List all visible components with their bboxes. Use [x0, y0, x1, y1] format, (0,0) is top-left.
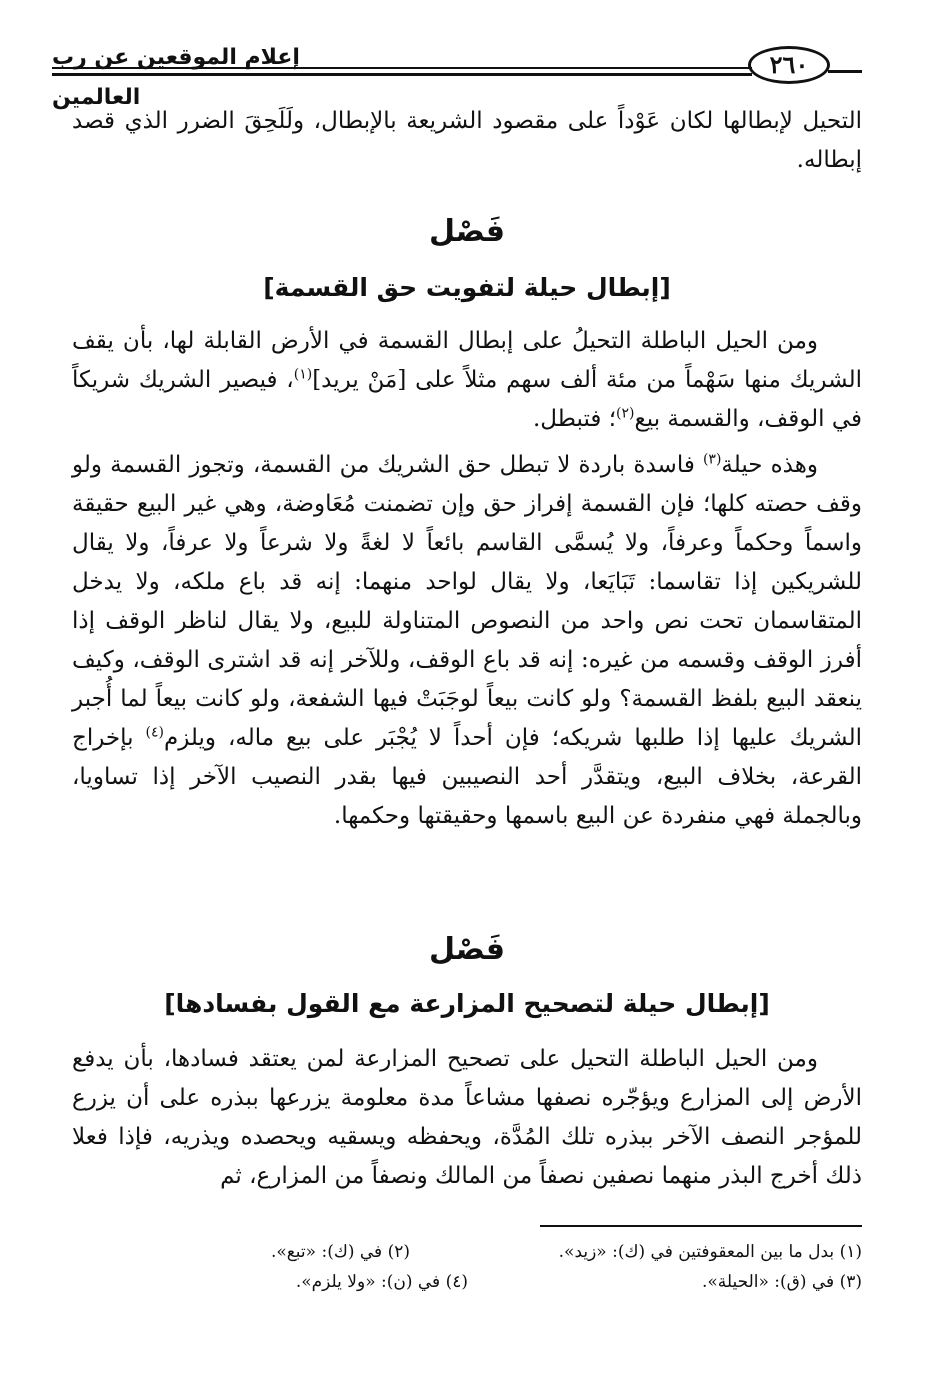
- paragraph-3: ومن الحيل الباطلة التحيل على تصحيح المزارعة لمن يعتقد فسادها، بأن يدفع الأرض إلى المزارع ويؤجّره نصفها مشاعاً مدة معلومة يزرعها ببذره على أن يزرع للمؤجر النصف الآخر ببذره تلك المُدَّة، ويحفظه ويسقيه ويحصده ويذريه، فإذا فعلا ذلك أخرج البذر منهما نصفين نصفاً من المالك ونصفاً من المزارع، ثم: [72, 1046, 862, 1189]
- footnote-separator: [540, 1225, 862, 1227]
- footnote-ref-4: (٤): [145, 724, 164, 741]
- paragraph-1-text-c: ؛ فتبطل.: [532, 406, 617, 432]
- book-title: إعلام الموقعين عن رب العالمين: [52, 45, 300, 110]
- header-rule-right: [828, 70, 862, 73]
- footnote-1: (١) بدل ما بين المعقوفتين في (ك): «زيد».: [558, 1242, 862, 1262]
- footnote-4: (٤) في (ن): «ولا يلزم».: [295, 1272, 468, 1292]
- paragraph-2-text-b: فاسدة باردة لا تبطل حق الشريك من القسمة، وتجوز القسمة ولو وقف حصته كلها؛ فإن القسمة إفراز حق وإن تضمنت مُعَاوضة، وهي غير البيع حقيقة واسماً وحكماً وعرفاً، ولا يُسمَّى القاسم بائعاً لا لغةً ولا شرعاً ولا عرفاً، ولا يقال للشريكين إذا تقاسما: تَبَايَعا، ولا يقال لواحد منهما: إنه قد باع ملكه، ولا يدخل المتقاسمان تحت نص واحد من النصوص المتناولة للبيع، ولا يقال لناظر الوقف إذا أفرز الوقف وقسمه من غيره: إنه قد باع الوقف، وللآخر إنه قد اشترى الوقف، وكيف ينعقد البيع بلفظ القسمة؟ ولو كانت بيعاً لوجَبَتْ فيها الشفعة، ولو كانت بيعاً لما أُجبر الشريك عليها إذا طلبها شريكه؛ فإن أحداً لا يُجْبَر على بيع ماله، ويلزم: [72, 452, 862, 751]
- footnote-ref-3: (٣): [702, 451, 722, 468]
- footnote-2: (٢) في (ك): «تبع».: [270, 1242, 410, 1262]
- footnote-ref-2: (٢): [616, 405, 635, 422]
- paragraph-2: [72, 446, 862, 836]
- section-heading-2: فَصْل: [429, 932, 505, 967]
- paragraph-1-text-b: ، فيصير الشريك شريكاً في الوقف، والقسمة بيع: [72, 367, 862, 432]
- paragraph-1-text-a: ومن الحيل الباطلة التحيلُ على إبطال القسمة في الأرض القابلة لها، بأن يقف الشريك منها سَهْماً من مئة ألف سهم مثلاً على [مَنْ يريد]: [72, 328, 862, 393]
- section-heading-1: فَصْل: [429, 214, 505, 249]
- page-number: ٢٦٠: [748, 46, 830, 84]
- paragraph-2-text-a: وهذه حيلة: [721, 452, 818, 478]
- footnote-ref-1: (١): [293, 366, 313, 383]
- section-subheading-1: [إبطال حيلة لتفويت حق القسمة]: [263, 273, 671, 302]
- paragraph-1: [72, 322, 862, 439]
- footnote-row-2: [72, 1268, 862, 1296]
- section-subheading-2: [إبطال حيلة لتصحيح المزارعة مع القول بفسادها]: [164, 989, 770, 1018]
- footnote-row-1: [72, 1238, 862, 1266]
- footnote-3: (٣) في (ق): «الحيلة».: [701, 1272, 862, 1292]
- paragraph-continuation: التحيل لإبطالها لكان عَوْداً على مقصود الشريعة بالإبطال، ولَلَحِقَ الضرر الذي قصد إبطاله.: [72, 108, 862, 173]
- paragraph-2-text-c: بإخراج القرعة، بخلاف البيع، ويتقدَّر أحد النصيبين فيها بقدر النصيب الآخر إذا تساويا، وبالجملة فهي منفردة عن البيع باسمها وحقيقتها وحكمها.: [72, 725, 862, 829]
